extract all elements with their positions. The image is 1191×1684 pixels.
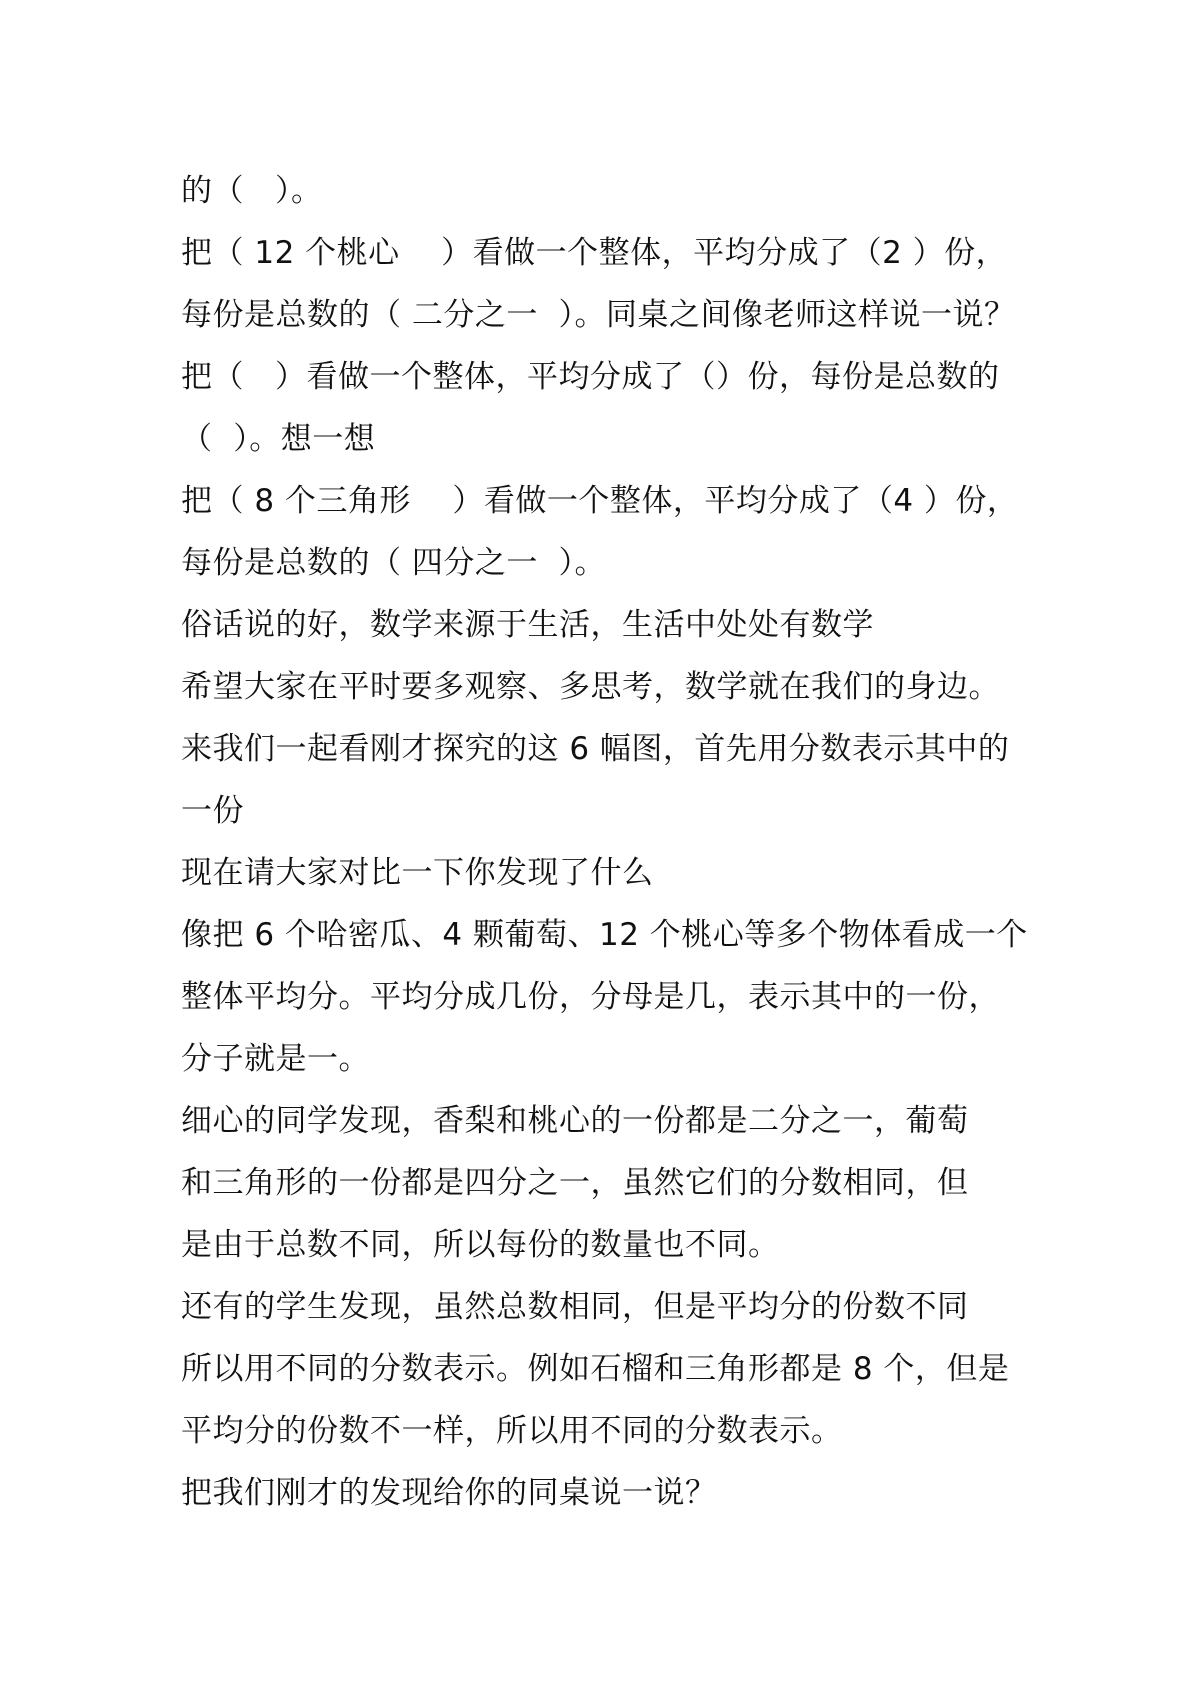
text-line: 所以用不同的分数表示。例如石榴和三角形都是 8 个，但是 — [181, 1351, 1010, 1387]
text-line: 整体平均分。平均分成几份，分母是几，表示其中的一份， — [181, 979, 1000, 1015]
text-line: 来我们一起看刚才探究的这 6 幅图，首先用分数表示其中的 — [181, 731, 1010, 767]
text-line: 把我们刚才的发现给你的同桌说一说？ — [181, 1475, 717, 1511]
text-line: 的（ ）。 — [181, 173, 323, 209]
text-line: 和三角形的一份都是四分之一，虽然它们的分数相同，但 — [181, 1165, 969, 1201]
text-line: 每份是总数的（ 四分之一 ）。 — [181, 545, 607, 581]
document-body — [181, 160, 1031, 1524]
text-line: 分子就是一。 — [181, 1041, 370, 1077]
text-line: 每份是总数的（ 二分之一 ）。同桌之间像老师这样说一说？ — [181, 297, 1016, 333]
text-line: 一份 — [181, 793, 244, 829]
text-line: 把（ 12 个桃心 ）看做一个整体，平均分成了（2 ）份， — [181, 235, 1008, 271]
text-line: 把（ ）看做一个整体，平均分成了（）份，每份是总数的 — [181, 359, 1000, 395]
text-line: 是由于总数不同，所以每份的数量也不同。 — [181, 1227, 780, 1263]
text-line: 像把 6 个哈密瓜、4 颗葡萄、12 个桃心等多个物体看成一个 — [181, 917, 1028, 953]
text-line: 把（ 8 个三角形 ）看做一个整体，平均分成了（4 ）份， — [181, 483, 1019, 519]
text-line: 还有的学生发现，虽然总数相同，但是平均分的份数不同 — [181, 1289, 969, 1325]
text-line: 现在请大家对比一下你发现了什么 — [181, 855, 654, 891]
text-line: 平均分的份数不一样，所以用不同的分数表示。 — [181, 1413, 843, 1449]
text-line: 希望大家在平时要多观察、多思考，数学就在我们的身边。 — [181, 669, 1000, 705]
text-line: （ ）。想一想 — [181, 421, 376, 457]
text-line: 俗话说的好，数学来源于生活，生活中处处有数学 — [181, 607, 874, 643]
text-line: 细心的同学发现，香梨和桃心的一份都是二分之一，葡萄 — [181, 1103, 969, 1139]
